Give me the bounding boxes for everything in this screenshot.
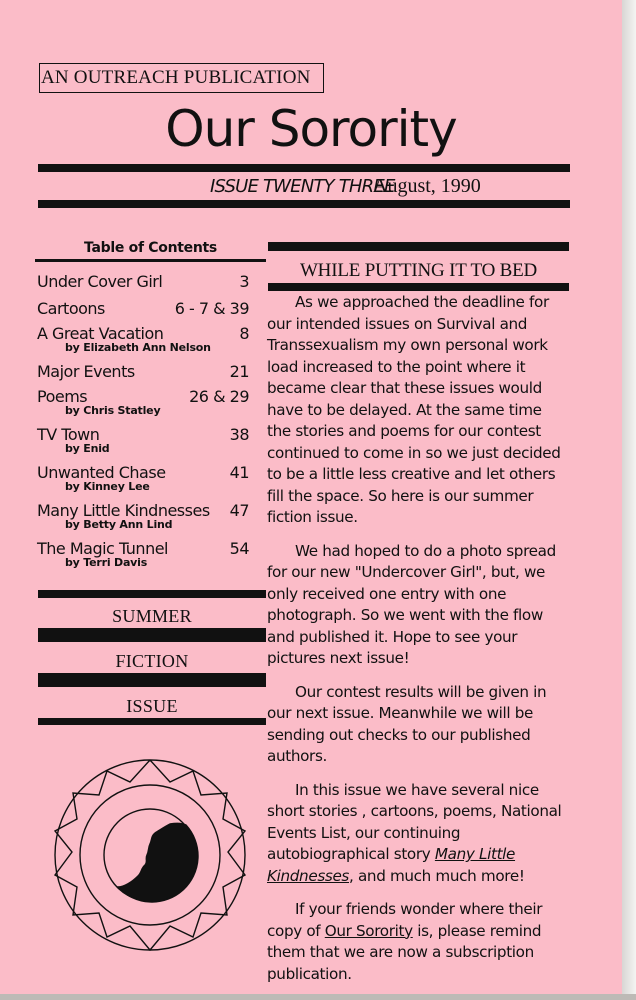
toc-item-title: The Magic Tunnel [37, 539, 168, 558]
toc-item-author: by Chris Statley [65, 404, 161, 417]
toc-item[interactable] [37, 425, 249, 463]
article-paragraph: Our contest results will be given in our next issue. Meanwhile we will be sending out checks to our published authors. [267, 682, 547, 765]
toc-item-author: by Kinney Lee [65, 480, 150, 493]
toc-heading: Table of Contents [84, 240, 217, 256]
issue-number: ISSUE TWENTY THREE [210, 176, 395, 197]
scan-edge [622, 0, 636, 1000]
paragraph-text: In this issue we have several nice short stories , cartoons, poems, National Events List, our continuing autobiographical story [267, 780, 562, 863]
toc-item-page: 54 [229, 539, 249, 558]
toc-item[interactable] [37, 272, 249, 299]
toc-item[interactable] [37, 501, 249, 539]
masthead-rule-top [38, 164, 570, 172]
toc-item-author: by Enid [65, 442, 110, 455]
toc-item-page: 8 [239, 324, 249, 343]
masthead-title: Our Sorority [165, 100, 457, 158]
article-paragraph: We had hoped to do a photo spread for our new "Undercover Girl", but, we only received one entry with one photograph. So we went with the flow and published it. Hope to see your pictures next issue! [267, 541, 556, 667]
masthead-rule-bottom [38, 200, 570, 208]
scan-bottom-edge [0, 994, 636, 1000]
article-body [267, 292, 569, 985]
article-paragraph: As we approached the deadline for our intended issues on Survival and Transsexualism my own personal work load increased to the point where it became clear that these issues would have to be delayed. At the same time the stories and poems for our contest continued to come in so we just decided to be a little less creative and let others fill the space. So here is our summer fiction issue. [267, 293, 561, 526]
publication-title-link[interactable]: Our Sorority [324, 921, 413, 940]
toc-item[interactable] [37, 299, 249, 324]
toc-item-author: by Terri Davis [65, 556, 148, 569]
toc-item[interactable] [37, 539, 249, 577]
sun-moon-emblem-icon [52, 757, 248, 953]
banner-rule-1 [38, 590, 266, 598]
story-title-link[interactable]: Many Little Kindnesses [267, 845, 516, 885]
banner-rule-4 [38, 718, 266, 725]
toc-item-author: by Elizabeth Ann Nelson [65, 341, 211, 354]
toc-item-title: Major Events [37, 362, 135, 381]
banner-line-issue: ISSUE [126, 696, 178, 716]
toc-item-page: 47 [229, 501, 249, 520]
toc-item[interactable] [37, 463, 249, 501]
toc-item-title: Many Little Kindnesses [37, 501, 210, 520]
toc-heading-rule [35, 259, 266, 262]
table-of-contents [37, 272, 249, 577]
toc-item-page: 38 [229, 425, 249, 444]
article-rule-bottom [268, 283, 569, 291]
article-heading: WHILE PUTTING IT TO BED [299, 260, 538, 281]
toc-item-page: 6 - 7 & 39 [174, 299, 249, 318]
article-rule-top [268, 242, 569, 251]
paragraph-text: is, please remind them that we are now a subscription publication. [267, 921, 542, 983]
banner-line-summer: SUMMER [112, 606, 192, 626]
toc-item-title: A Great Vacation [37, 324, 164, 343]
issue-date: August, 1990 [373, 175, 481, 197]
toc-item-title: TV Town [37, 425, 100, 444]
article-paragraph [267, 780, 569, 888]
paragraph-text: If your friends wonder where their copy of [267, 900, 543, 940]
toc-item-title: Poems [37, 387, 88, 406]
publication-kicker: AN OUTREACH PUBLICATION [39, 63, 324, 93]
toc-item[interactable] [37, 387, 249, 425]
toc-item-page: 26 & 29 [189, 387, 249, 406]
banner-line-fiction: FICTION [115, 651, 189, 671]
banner-rule-2 [38, 628, 266, 642]
toc-item[interactable] [37, 324, 249, 362]
toc-item-title: Unwanted Chase [37, 463, 166, 482]
toc-item-title: Cartoons [37, 299, 105, 318]
toc-item-page: 3 [239, 272, 249, 291]
toc-item-title: Under Cover Girl [37, 272, 163, 291]
toc-item-page: 41 [229, 463, 249, 482]
toc-item-page: 21 [229, 362, 249, 381]
banner-rule-3 [38, 673, 266, 687]
article-paragraph [267, 899, 569, 985]
toc-item[interactable] [37, 362, 249, 387]
toc-item-author: by Betty Ann Lind [65, 518, 173, 531]
paragraph-text: , and much much more! [349, 866, 525, 885]
